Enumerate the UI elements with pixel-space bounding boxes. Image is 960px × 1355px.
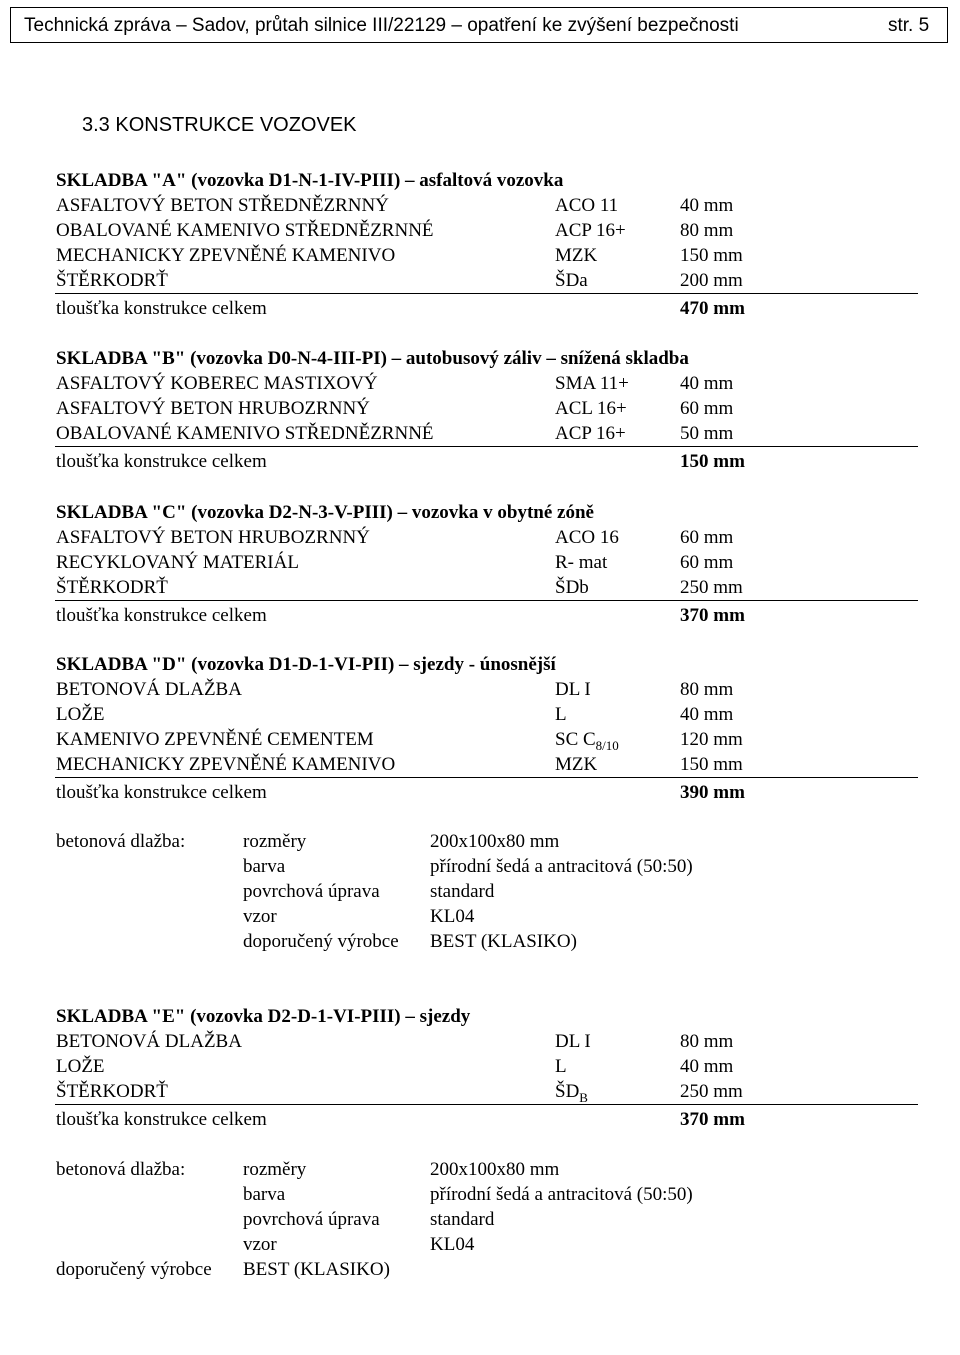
total-thickness: 370 mm (680, 605, 745, 626)
layer-code: ACL 16+ (555, 398, 627, 419)
layer-code: L (555, 1056, 567, 1077)
layer-thickness: 40 mm (680, 704, 734, 725)
total-thickness: 470 mm (680, 298, 745, 319)
paving-property: rozměry (243, 1159, 307, 1180)
layer-thickness: 60 mm (680, 398, 734, 419)
paving-value: přírodní šedá a antracitová (50:50) (430, 856, 693, 877)
layer-thickness: 60 mm (680, 552, 734, 573)
layer-name: LOŽE (56, 704, 105, 725)
layer-thickness: 40 mm (680, 1056, 734, 1077)
layer-code: MZK (555, 754, 598, 775)
total-label: tloušťka konstrukce celkem (56, 782, 267, 803)
layer-code: SMA 11+ (555, 373, 629, 394)
layer-code-subscript: 8/10 (595, 738, 619, 753)
skladba-title: SKLADBA "B" (vozovka D0-N-4-III-PI) – autobusový záliv – snížená skladba (56, 348, 689, 369)
paving-maker-label: doporučený výrobce (56, 1259, 212, 1280)
total-divider (55, 1104, 918, 1105)
layer-thickness: 250 mm (680, 1081, 743, 1102)
paving-label: betonová dlažba: (56, 1159, 186, 1180)
layer-name: RECYKLOVANÝ MATERIÁL (56, 552, 299, 573)
total-divider (55, 600, 918, 601)
paving-value: standard (430, 881, 495, 902)
skladba-title: SKLADBA "D" (vozovka D1-D-1-VI-PII) – sjezdy - únosnější (56, 654, 556, 675)
total-thickness: 370 mm (680, 1109, 745, 1130)
layer-thickness: 80 mm (680, 1031, 734, 1052)
layer-name: KAMENIVO ZPEVNĚNÉ CEMENTEM (56, 729, 374, 750)
layer-code: L (555, 704, 567, 725)
layer-thickness: 120 mm (680, 729, 743, 750)
paving-value: přírodní šedá a antracitová (50:50) (430, 1184, 693, 1205)
skladba-title: SKLADBA "E" (vozovka D2-D-1-VI-PIII) – sjezdy (56, 1006, 471, 1027)
skladba-title: SKLADBA "A" (vozovka D1-N-1-IV-PIII) – asfaltová vozovka (56, 170, 564, 191)
paving-property: doporučený výrobce (243, 931, 399, 952)
total-label: tloušťka konstrukce celkem (56, 605, 267, 626)
layer-thickness: 40 mm (680, 373, 734, 394)
layer-code: DL I (555, 679, 591, 700)
paving-value: BEST (KLASIKO) (430, 931, 577, 952)
layer-thickness: 40 mm (680, 195, 734, 216)
layer-thickness: 80 mm (680, 679, 734, 700)
layer-code: ACO 11 (555, 195, 619, 216)
layer-name: MECHANICKY ZPEVNĚNÉ KAMENIVO (56, 245, 396, 266)
layer-code: R- mat (555, 552, 608, 573)
paving-label: betonová dlažba: (56, 831, 186, 852)
layer-thickness: 50 mm (680, 423, 734, 444)
total-label: tloušťka konstrukce celkem (56, 1109, 267, 1130)
paving-property: barva (243, 856, 286, 877)
layer-name: ŠTĚRKODRŤ (56, 577, 168, 598)
layer-name: ŠTĚRKODRŤ (56, 270, 168, 291)
section-heading: 3.3 KONSTRUKCE VOZOVEK (82, 114, 357, 136)
layer-name: ASFALTOVÝ BETON STŘEDNĚZRNNÝ (56, 195, 389, 216)
layer-thickness: 250 mm (680, 577, 743, 598)
paving-value: 200x100x80 mm (430, 831, 560, 852)
layer-name: ASFALTOVÝ KOBEREC MASTIXOVÝ (56, 373, 378, 394)
layer-name: BETONOVÁ DLAŽBA (56, 1031, 242, 1052)
paving-property: povrchová úprava (243, 1209, 380, 1230)
layer-name: BETONOVÁ DLAŽBA (56, 679, 242, 700)
layer-name: LOŽE (56, 1056, 105, 1077)
layer-thickness: 150 mm (680, 245, 743, 266)
layer-code: SC $C_{8/10}$ (555, 729, 619, 753)
layer-name: OBALOVANÉ KAMENIVO STŘEDNĚZRNNÉ (56, 220, 434, 241)
layer-code: MZK (555, 245, 598, 266)
paving-value: standard (430, 1209, 495, 1230)
layer-thickness: 200 mm (680, 270, 743, 291)
total-divider (55, 293, 918, 294)
layer-code: ŠDa (555, 270, 588, 291)
paving-maker-value: BEST (KLASIKO) (243, 1259, 390, 1280)
total-thickness: 390 mm (680, 782, 745, 803)
layer-name: ŠTĚRKODRŤ (56, 1081, 168, 1102)
paving-property: rozměry (243, 831, 307, 852)
paving-property: vzor (243, 906, 277, 927)
layer-code: ACP 16+ (555, 423, 626, 444)
layer-code-subscript: B (579, 1090, 588, 1105)
layer-code: $ŠD_B$ (555, 1081, 588, 1105)
total-divider (55, 777, 918, 778)
total-divider (55, 446, 918, 447)
total-label: tloušťka konstrukce celkem (56, 298, 267, 319)
layer-code: DL I (555, 1031, 591, 1052)
paving-value: KL04 (430, 906, 475, 927)
paving-value: 200x100x80 mm (430, 1159, 560, 1180)
layer-code: ACO 16 (555, 527, 619, 548)
total-thickness: 150 mm (680, 451, 745, 472)
header-page-number: str. 5 (888, 15, 930, 36)
header-title: Technická zpráva – Sadov, průtah silnice III/22129 – opatření ke zvýšení bezpečnosti (24, 15, 739, 36)
layer-thickness: 150 mm (680, 754, 743, 775)
paving-property: barva (243, 1184, 286, 1205)
layer-name: ASFALTOVÝ BETON HRUBOZRNNÝ (56, 527, 370, 548)
paving-property: vzor (243, 1234, 277, 1255)
layer-name: MECHANICKY ZPEVNĚNÉ KAMENIVO (56, 754, 396, 775)
layer-thickness: 60 mm (680, 527, 734, 548)
skladba-title: SKLADBA "C" (vozovka D2-N-3-V-PIII) – vozovka v obytné zóně (56, 502, 594, 523)
layer-thickness: 80 mm (680, 220, 734, 241)
layer-code: ŠDb (555, 577, 589, 598)
layer-name: ASFALTOVÝ BETON HRUBOZRNNÝ (56, 398, 370, 419)
total-label: tloušťka konstrukce celkem (56, 451, 267, 472)
layer-name: OBALOVANÉ KAMENIVO STŘEDNĚZRNNÉ (56, 423, 434, 444)
paving-value: KL04 (430, 1234, 475, 1255)
paving-property: povrchová úprava (243, 881, 380, 902)
layer-code: ACP 16+ (555, 220, 626, 241)
